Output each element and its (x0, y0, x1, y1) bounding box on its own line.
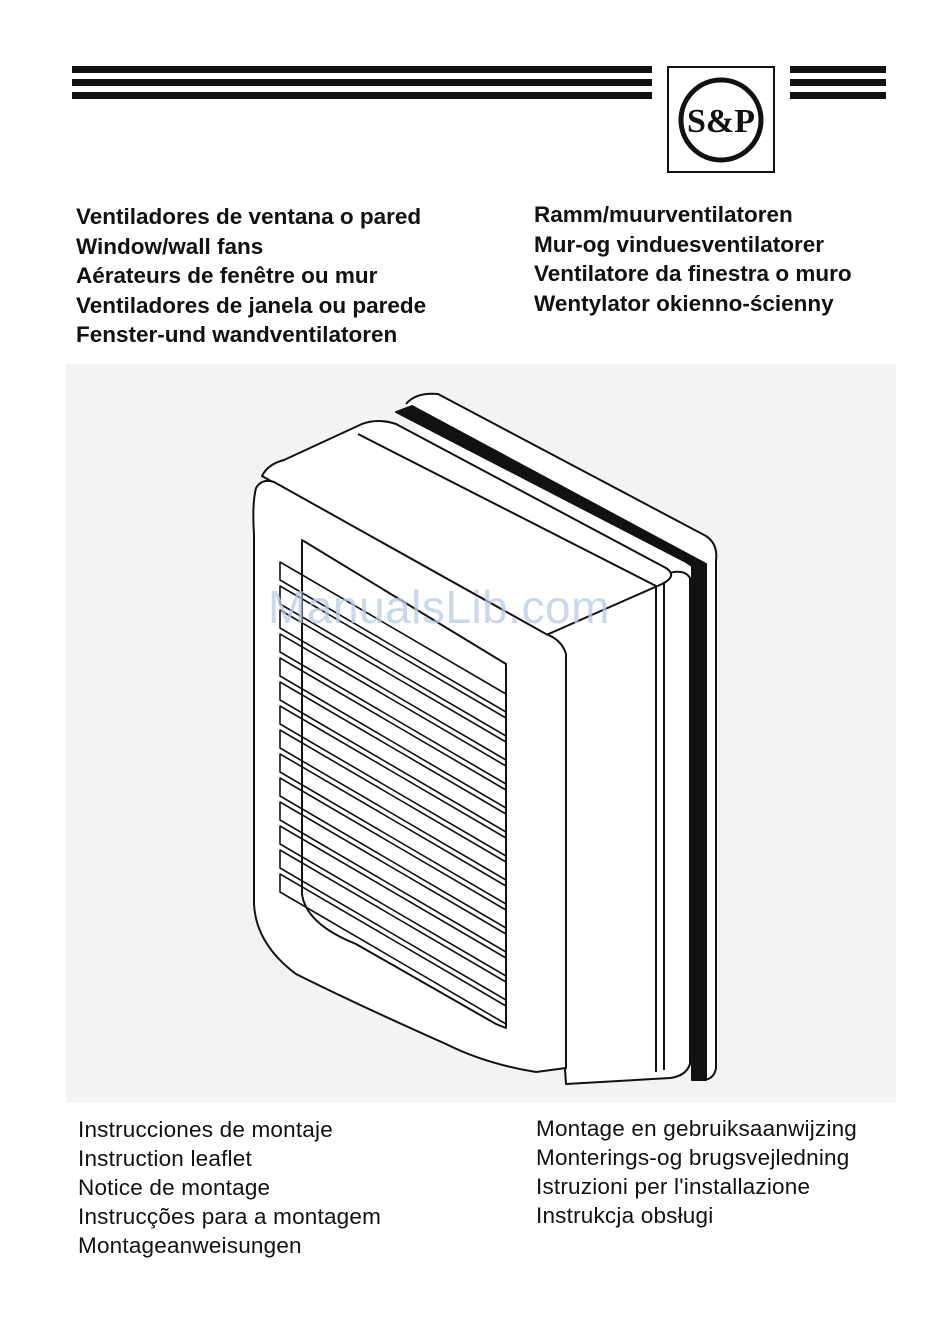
title-line: Mur-og vinduesventilatorer (534, 231, 825, 257)
instruction-titles-right (536, 1114, 857, 1230)
product-titles-left (76, 202, 426, 350)
title-line: Ramm/muurventilatoren (534, 202, 793, 227)
subtitle-line: Montageanweisungen (78, 1233, 302, 1258)
title-line: Aérateurs de fenêtre ou mur (76, 263, 378, 288)
instruction-titles-left (78, 1115, 381, 1260)
subtitle-line: Instrukcja obsługi (536, 1203, 714, 1228)
subtitle-line: Monterings-og brugsvejledning (536, 1145, 850, 1170)
subtitle-line: Montage en gebruiksaanwijzing (536, 1116, 857, 1141)
header-stripes-left (72, 66, 652, 105)
title-line: Fenster-und wandventilatoren (76, 322, 398, 347)
window-fan-drawing (66, 364, 896, 1102)
logo-emblem-icon (677, 76, 765, 164)
logo-text: S&P (687, 103, 755, 140)
brand-logo (667, 66, 775, 173)
product-titles-right (534, 200, 852, 318)
title-line: Ventiladores de janela ou parede (76, 292, 427, 318)
title-line: Wentylator okienno-ścienny (534, 290, 834, 316)
subtitle-line: Instrucciones de montaje (78, 1117, 333, 1142)
product-illustration (66, 364, 896, 1102)
watermark: ManualsLib.com (268, 581, 610, 633)
subtitle-line: Notice de montage (78, 1175, 271, 1200)
subtitle-line: Instruction leaflet (78, 1146, 252, 1171)
subtitle-line: Instrucções para a montagem (78, 1204, 382, 1229)
title-line: Ventilatore da finestra o muro (534, 261, 852, 286)
header-stripes-right (790, 66, 886, 105)
subtitle-line: Istruzioni per l'installazione (536, 1174, 811, 1199)
title-line: Ventiladores de ventana o pared (76, 204, 422, 229)
title-line: Window/wall fans (76, 233, 264, 259)
